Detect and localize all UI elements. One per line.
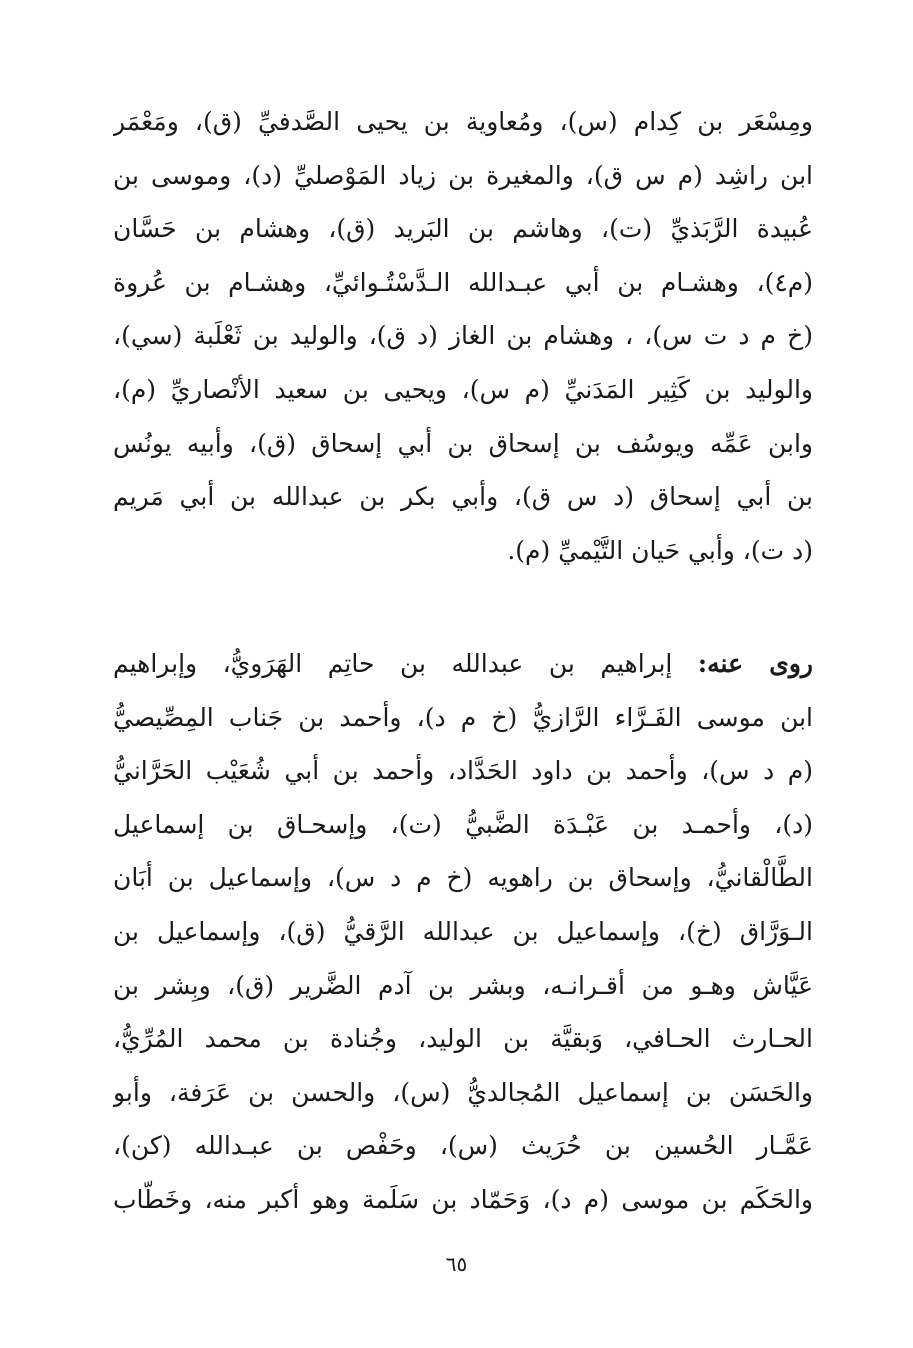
section-lead: روى عنه: bbox=[697, 649, 813, 678]
text-line: والحَكَم بن موسى (م د)، وَحَمّاد بن سَلَمة وهو أكبر منه، وخَطّاب bbox=[113, 1184, 813, 1214]
text-span: إبراهيم بن عبدالله بن حاتِم الهَرَويُّ، وإبراهيم bbox=[113, 649, 698, 678]
text-line bbox=[113, 637, 813, 691]
text-line: والوليد بن كَثِير المَدَنيِّ (م س)، ويحيى بن سعيد الأنْصاريِّ (م)، bbox=[113, 374, 813, 404]
text-line: الحـارث الحـافي، وَبقيَّة بن الوليد، وجُنادة بن محمد المُرِّيُّ، bbox=[113, 1024, 813, 1054]
text-line: وابن عَمِّه ويوسُف بن إسحاق بن أبي إسحاق (ق)، وأبيه يونُس bbox=[113, 428, 813, 458]
text-line: الطَّالْقانيُّ، وإسحاق بن راهويه (خ م د س)، وإسماعيل بن أبَان bbox=[113, 863, 813, 893]
text-line: والحَسَن بن إسماعيل المُجالديُّ (س)، والحسن بن عَرَفة، وأبو bbox=[113, 1077, 813, 1107]
page-number: ٦٥ bbox=[445, 1252, 468, 1276]
text-line: (خ م د ت س)، ، وهشام بن الغاز (د ق)، والوليد بن ثَعْلَبة (سي)، bbox=[113, 321, 813, 351]
paragraph-2 bbox=[113, 637, 813, 1227]
text-line: عَيَّاش وهـو من أقـرانـه، وبشر بن آدم الضَّرير (ق)، وبِشر بن bbox=[113, 970, 813, 1000]
text-line: عُبيدة الرَّبَذيِّ (ت)، وهاشم بن البَريد (ق)، وهشام بن حَسَّان bbox=[113, 214, 813, 244]
text-line: (د ت)، وأبي حَيان التَّيْميِّ (م). bbox=[507, 535, 813, 565]
text-line: ومِسْعَر بن كِدام (س)، ومُعاوية بن يحيى الصَّدفيِّ (ق)، ومَعْمَر bbox=[113, 107, 813, 136]
text-line: ابن راشِد (م س ق)، والمغيرة بن زياد المَوْصليِّ (د)، وموسى بن bbox=[113, 160, 813, 190]
text-line: ابن موسى الفَـرَّاء الرَّازيُّ (خ م د)، وأحمد بن جَناب المِصِّيصيُّ bbox=[113, 702, 813, 732]
text-line: (د)، وأحمـد بن عَبْـدَة الضَّبيُّ (ت)، وإسحـاق بن إسماعيل bbox=[113, 809, 813, 839]
text-line: (م د س)، وأحمد بن داود الحَدَّاد، وأحمد بن أبي شُعَيْب الحَرَّانيُّ bbox=[113, 756, 813, 786]
text-line: بن أبي إسحاق (د س ق)، وأبي بكر بن عبدالله بن أبي مَريم bbox=[113, 482, 813, 512]
text-line: عَمَّـار الحُسين بن حُرَيث (س)، وحَفْص بن عبـدالله (كن)، bbox=[113, 1131, 813, 1161]
text-line: (م٤)، وهشـام بن أبي عبـدالله الـدَّسْتُـوائيِّ، وهشـام بن عُروة bbox=[113, 267, 813, 297]
paragraph-1 bbox=[113, 95, 813, 577]
text-line: الـوَرَّاق (خ)، وإسماعيل بن عبدالله الرَّقيُّ (ق)، وإسماعيل بن bbox=[113, 916, 813, 946]
